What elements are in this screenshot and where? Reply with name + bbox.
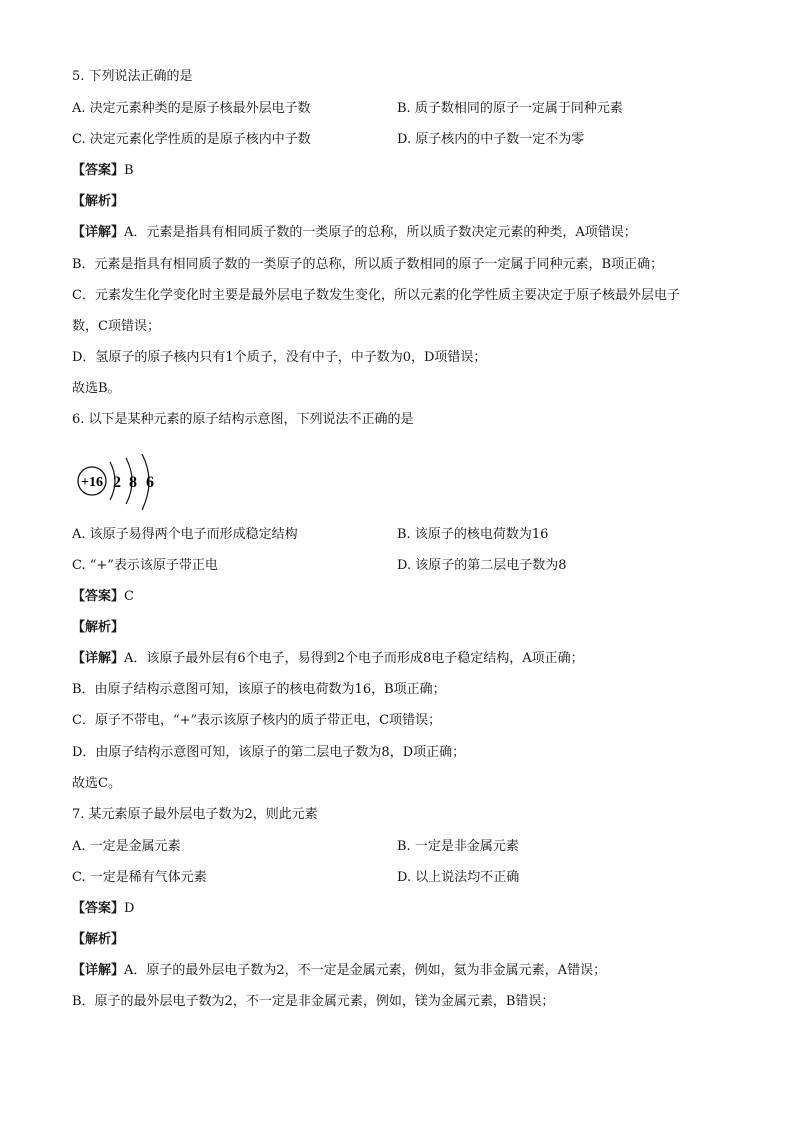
detail-text: A．该原子最外层有6个电子，易得到2个电子而形成8电子稳定结构，A项正确； (124, 651, 584, 666)
answer-tag: 【答案】 (72, 163, 125, 178)
shell-electrons-2: 8 (129, 474, 137, 491)
q5-answer (72, 162, 134, 180)
q6-stem: 6. 以下是某种元素的原子结构示意图，下列说法不正确的是 (72, 412, 414, 427)
q6-answer (72, 588, 134, 606)
q7-option-d: D. 以上说法均不正确 (397, 870, 520, 885)
q7-analysis-heading: 【解析】 (72, 932, 125, 947)
q6-option-a: A. 该原子易得两个电子而形成稳定结构 (72, 527, 298, 542)
q5-option-d: D. 原子核内的中子数一定不为零 (397, 132, 585, 147)
q5-option-b: B. 质子数相同的原子一定属于同种元素 (397, 101, 623, 116)
q6-option-c: C. “+”表示该原子带正电 (72, 558, 218, 573)
detail-tag: 【详解】 (72, 651, 125, 666)
q6-analysis-heading: 【解析】 (72, 620, 125, 635)
q6-detail-1 (72, 650, 584, 668)
q7-option-c: C. 一定是稀有气体元素 (72, 870, 207, 885)
q6-option-d: D. 该原子的第二层电子数为8 (397, 558, 567, 573)
q6-detail-3: C．原子不带电，“+”表示该原子核内的质子带正电，C项错误； (72, 713, 442, 728)
q5-analysis-heading: 【解析】 (72, 194, 125, 209)
shell-electrons-1: 2 (113, 474, 121, 491)
answer-value: C (124, 589, 134, 604)
q7-option-b: B. 一定是非金属元素 (397, 839, 519, 854)
q5-stem: 5. 下列说法正确的是 (72, 69, 193, 84)
q7-answer (72, 900, 134, 918)
q7-stem: 7. 某元素原子最外层电子数为2，则此元素 (72, 807, 318, 822)
q5-detail-3a: C．元素发生化学变化时主要是最外层电子数发生变化，所以元素的化学性质主要决定于原子核最外层电子 (72, 288, 680, 303)
q5-conclusion: 故选B。 (72, 381, 121, 396)
atom-structure-diagram (74, 454, 164, 510)
detail-tag: 【详解】 (72, 963, 125, 978)
detail-tag: 【详解】 (72, 225, 125, 240)
nucleus-charge: +16 (81, 475, 103, 490)
q5-option-c: C. 决定元素化学性质的是原子核内中子数 (72, 132, 311, 147)
q5-detail-1 (72, 224, 637, 242)
q7-detail-2: B．原子的最外层电子数为2，不一定是非金属元素，例如，镁为金属元素，B错误； (72, 994, 555, 1009)
q7-detail-1 (72, 962, 606, 980)
shell-electrons-3: 6 (146, 474, 154, 491)
answer-tag: 【答案】 (72, 589, 125, 604)
q5-option-a: A. 决定元素种类的是原子核最外层电子数 (72, 101, 311, 116)
detail-text: A．元素是指具有相同质子数的一类原子的总称，所以质子数决定元素的种类，A项错误； (124, 225, 637, 240)
q5-detail-2: B．元素是指具有相同质子数的一类原子的总称，所以质子数相同的原子一定属于同种元素，B项正确； (72, 257, 664, 272)
q6-option-b: B. 该原子的核电荷数为16 (397, 527, 549, 542)
answer-value: D (124, 901, 135, 916)
q5-detail-4: D．氢原子的原子核内只有1个质子，没有中子，中子数为0，D项错误； (72, 350, 487, 365)
q6-conclusion: 故选C。 (72, 776, 121, 791)
answer-value: B (124, 163, 134, 178)
detail-text: A．原子的最外层电子数为2，不一定是金属元素，例如，氦为非金属元素，A错误； (124, 963, 607, 978)
answer-tag: 【答案】 (72, 901, 125, 916)
q6-detail-2: B．由原子结构示意图可知，该原子的核电荷数为16，B项正确； (72, 682, 446, 697)
q5-detail-3b: 数，C项错误； (72, 319, 160, 334)
q7-option-a: A. 一定是金属元素 (72, 839, 181, 854)
q6-detail-4: D．由原子结构示意图可知，该原子的第二层电子数为8，D项正确； (72, 745, 466, 760)
